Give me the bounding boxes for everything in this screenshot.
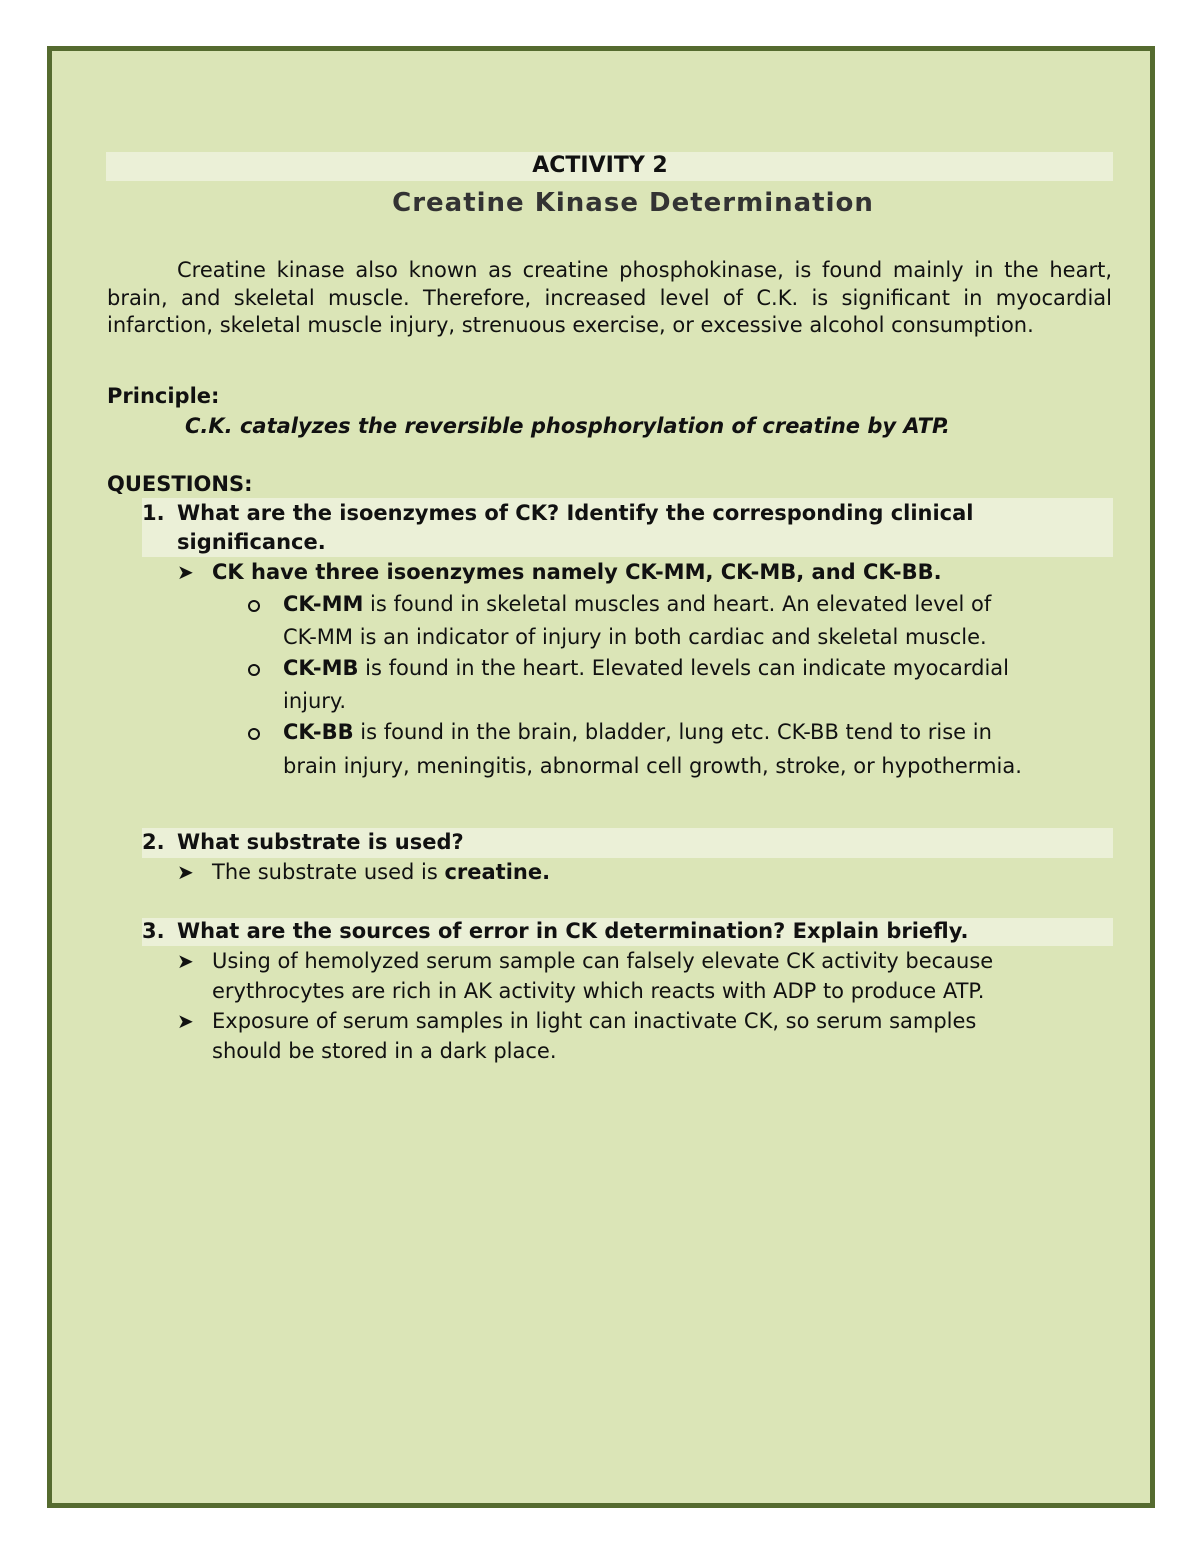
q2-answer: [212, 858, 1112, 887]
arrow-bullet-icon: ➤: [177, 1009, 194, 1033]
q1-text-line2: significance.: [177, 530, 326, 554]
q1-sub-2-line1: [283, 652, 1123, 684]
intro-text: Creatine kinase also known as creatine phosphokinase, is found mainly in the heart, brain, and skeletal muscle. Therefore, increased level of C.K. is significant in myocardial infarction, skeletal muscle injury, strenuous exercise, or excessive alcohol consumption.: [107, 258, 1112, 337]
intro-paragraph: [107, 257, 1112, 340]
activity-heading: ACTIVITY 2: [532, 153, 668, 178]
ck-mb-desc: is found in the heart. Elevated levels can indicate myocardial: [358, 656, 1010, 680]
q1-sub-1-line2: CK-MM is an indicator of injury in both cardiac and skeletal muscle.: [283, 625, 987, 649]
q3-text: What are the sources of error in CK determination? Explain briefly.: [177, 919, 969, 943]
q1-sub-1-line1: [283, 588, 1123, 620]
q3-answer-2-line1: Exposure of serum samples in light can inactivate CK, so serum samples: [212, 1009, 977, 1033]
ck-mb-term: CK-MB: [283, 656, 359, 680]
page-title: Creatine Kinase Determination: [392, 188, 874, 218]
questions-label: QUESTIONS:: [107, 472, 253, 496]
principle-text: C.K. catalyzes the reversible phosphorylation of creatine by ATP.: [185, 414, 950, 438]
q1-answer: CK have three isoenzymes namely CK-MM, CK-MB, and CK-BB.: [212, 560, 942, 584]
q3-answer-2-line2: should be stored in a dark place.: [212, 1039, 557, 1063]
q2-number: 2.: [142, 830, 165, 854]
q3-answer-1-line2: erythrocytes are rich in AK activity which reacts with ADP to produce ATP.: [212, 979, 985, 1003]
q1-number: 1.: [142, 501, 165, 525]
circle-bullet-icon: [248, 728, 260, 740]
circle-bullet-icon: [248, 664, 260, 676]
q3-answer-1-line1: Using of hemolyzed serum sample can falsely elevate CK activity because: [212, 949, 994, 973]
q2-answer-term: creatine.: [444, 860, 551, 884]
q3-number: 3.: [142, 919, 165, 943]
ck-mm-term: CK-MM: [283, 592, 364, 616]
arrow-bullet-icon: ➤: [177, 860, 194, 884]
q2-answer-prefix: The substrate used is: [212, 860, 445, 884]
q1-text-line1: What are the isoenzymes of CK? Identify the corresponding clinical: [177, 501, 974, 525]
arrow-bullet-icon: ➤: [177, 949, 194, 973]
ck-mm-desc: is found in skeletal muscles and heart. An elevated level of: [363, 592, 992, 616]
q2-text: What substrate is used?: [177, 830, 464, 854]
ck-bb-desc: is found in the brain, bladder, lung etc. CK-BB tend to rise in: [353, 720, 992, 744]
circle-bullet-icon: [248, 600, 260, 612]
q1-sub-3-line1: [283, 716, 1123, 748]
ck-bb-term: CK-BB: [283, 720, 354, 744]
principle-label: Principle:: [107, 384, 220, 408]
q1-sub-2-line2: injury.: [283, 689, 347, 713]
q1-sub-3-line2: brain injury, meningitis, abnormal cell growth, stroke, or hypothermia.: [283, 754, 1022, 778]
arrow-bullet-icon: ➤: [177, 560, 194, 584]
